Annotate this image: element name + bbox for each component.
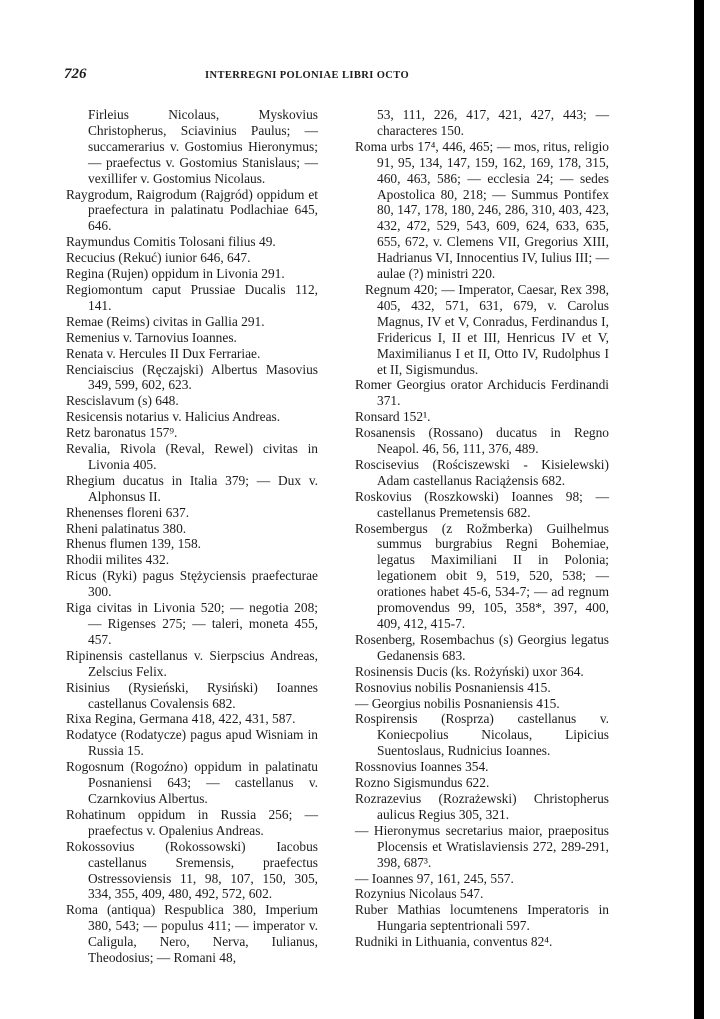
index-entry: Regiomontum caput Prussiae Ducalis 112, 141. [66,281,318,313]
page-number: 726 [64,66,87,82]
index-entry: Ruber Mathias locumtenens Imperatoris in Hungaria septentrionali 597. [355,902,609,934]
index-entry: Riga civitas in Livonia 520; — negotia 208; — Rigenses 275; — taleri, moneta 455, 457. [66,600,318,647]
index-entry: Remenius v. Tarnovius Ioannes. [66,329,237,345]
index-entry: Rhenenses floreni 637. [66,504,190,520]
index-entry: Ricus (Ryki) pagus Stężyciensis praefecturae 300. [66,568,318,600]
index-entry: Roscisevius (Rościszewski - Kisielewski) Adam castellanus Raciążensis 682. [355,456,609,488]
index-entry: Rhodii milites 432. [66,552,170,568]
index-entry: Firleius Nicolaus, Myskovius Christopherus, Sciavinius Paulus; — succamerarius v. Gostomius Hieronymus; — praefectus v. Gostomius Stanislaus; — vexillifer v. Gostomius Nicolaus. [88,107,318,186]
index-entry: Rixa Regina, Germana 418, 422, 431, 587. [66,711,296,727]
index-entry: Rescislavum (s) 648. [66,393,179,409]
index-entry: Retz baronatus 157⁹. [66,425,178,441]
index-entry: Rosanensis (Rossano) ducatus in Regno Neapol. 46, 56, 111, 376, 489. [355,425,609,457]
index-entry: Rhenus flumen 139, 158. [66,536,202,552]
index-entry: Ripinensis castellanus v. Sierpscius Andreas, Zelscius Felix. [66,647,318,679]
index-entry: Rohatinum oppidum in Russia 256; — praefectus v. Opalenius Andreas. [66,806,318,838]
index-entry: Raygrodum, Raigrodum (Rajgród) oppidum et praefectura in palatinatu Podlachiae 645, 646. [66,186,318,234]
index-entry: Rudniki in Lithuania, conventus 82⁴. [355,934,553,950]
index-entry: Rosenberg, Rosembachus (s) Georgius legatus Gedanensis 683. [355,631,609,663]
index-entry: — Ioannes 97, 161, 245, 557. [355,870,514,886]
page-edge-border [694,0,704,1019]
index-entry: Rospirensis (Rosprza) castellanus v. Koniecpolius Nicolaus, Lipicius Suentoslaus, Rudnicius Ioannes. [355,711,609,759]
index-column-left [66,107,318,966]
index-entry: Recucius (Rekuć) iunior 646, 647. [66,250,251,266]
index-entry: Rossnovius Ioannes 354. [355,759,489,775]
index-entry: Resicensis notarius v. Halicius Andreas. [66,409,281,425]
index-entry: Rosembergus (z Rožmberka) Guilhelmus summus burgrabius Regni Bohemiae, legatus Maximiliani II in Polonia; legationem obit 9, 519, 520, 538; — orationes habet 45-6, 534-7; — ad regnum promovendus 99, 105, 358*, 397, 400, 409, 412, 415-7. [355,520,609,631]
index-entry: Rozrazevius (Rozrażewski) Christopherus aulicus Regius 305, 321. [355,790,609,822]
index-entry: Regina (Rujen) oppidum in Livonia 291. [66,266,285,282]
index-entry: — Hieronymus secretarius maior, praepositus Plocensis et Wratislaviensis 272, 289-291, 398, 687³. [355,822,609,870]
index-entry: Renciaiscius (Ręczajski) Albertus Masovius 349, 599, 602, 623. [66,361,318,393]
index-entry: Risinius (Rysieński, Rysiński) Ioannes castellanus Covalensis 682. [66,679,318,711]
running-title: INTERREGNI POLONIAE LIBRI OCTO [205,70,410,81]
index-entry: Rosinensis Ducis (ks. Rożyński) uxor 364. [355,663,584,679]
index-entry: Rozynius Nicolaus 547. [355,886,484,902]
index-entry: — Georgius nobilis Posnaniensis 415. [355,695,560,711]
index-entry: Rokossovius (Rokossowski) Iacobus castellanus Sremensis, praefectus Ostressoviensis 11, 98, 107, 150, 305, 334, 355, 409, 480, 492, 572, 602. [66,838,318,902]
index-entry: Ronsard 152¹. [355,409,431,425]
index-entry: Rozno Sigismundus 622. [355,775,490,791]
index-entry: Rheni palatinatus 380. [66,520,187,536]
index-entry: Regnum 420; — Imperator, Caesar, Rex 398, 405, 432, 571, 631, 679, v. Carolus Magnus, IV et V, Conradus, Ferdinandus I, Fridericus I, II et III, Henricus IV et V, Maximilianus I et II, Otto IV, Rudolphus I et II, Sigismundus. [365,281,609,377]
index-entry: Roskovius (Roszkowski) Ioannes 98; — castellanus Premetensis 682. [355,488,609,520]
index-column-right [355,107,609,950]
index-entry: 53, 111, 226, 417, 421, 427, 443; — characteres 150. [377,107,609,138]
index-entry: Renata v. Hercules II Dux Ferrariae. [66,345,261,361]
index-entry: Rodatyce (Rodatycze) pagus apud Wisniam in Russia 15. [66,727,318,759]
index-entry: Rhegium ducatus in Italia 379; — Dux v. Alphonsus II. [66,472,318,504]
index-entry: Rogosnum (Rogoźno) oppidum in palatinatu Posnaniensi 643; — castellanus v. Czarnkovius Albertus. [66,759,318,806]
index-entry: Revalia, Rivola (Reval, Rewel) civitas in Livonia 405. [66,441,318,472]
index-entry: Roma urbs 17⁴, 446, 465; — mos, ritus, religio 91, 95, 134, 147, 159, 162, 169, 178, 315, 460, 463, 586; — ecclesia 24; — sedes Apostolica 80, 218; — Summus Pontifex 80, 147, 178, 180, 246, 286, 310, 403, 423, 432, 472, 529, 543, 609, 624, 633, 635, 655, 672, v. Clemens VII, Gregorius XIII, Hadrianus VI, Innocentius IV, Iulius III; — aulae (?) ministri 220. [355,138,609,282]
index-entry: Remae (Reims) civitas in Gallia 291. [66,313,265,329]
index-entry: Romer Georgius orator Archiducis Ferdinandi 371. [355,377,609,409]
index-entry: Roma (antiqua) Respublica 380, Imperium 380, 543; — populus 411; — imperator v. Caligula, Nero, Nerva, Iulianus, Theodosius; — Romani 48, [66,902,318,966]
index-entry: Raymundus Comitis Tolosani filius 49. [66,234,276,250]
index-entry: Rosnovius nobilis Posnaniensis 415. [355,679,551,695]
